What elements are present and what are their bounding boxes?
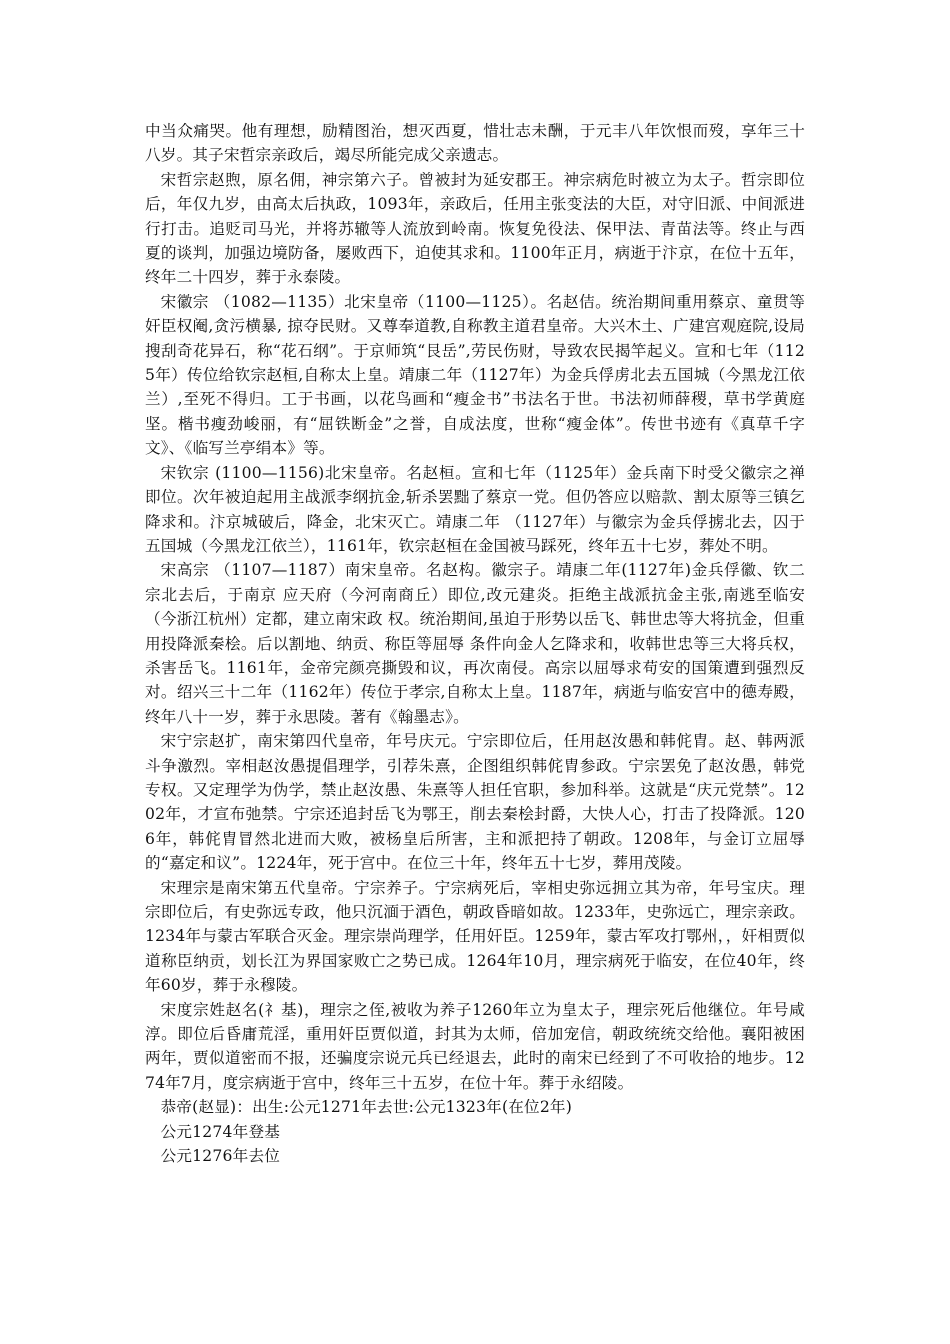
paragraph-zhezong: 宋哲宗赵煦，原名佣，神宗第六子。曾被封为延安郡王。神宗病危时被立为太子。哲宗即位后，年仅九岁，由高太后执政，1093年，亲政后，任用主张变法的大臣，对守旧派、中间派进行打击。追贬司马光，并将苏辙等人流放到岭南。恢复免役法、保甲法、青苗法等。终止与西夏的谈判，加强边境防备，屡败西下，迫使其求和。1100年正月，病逝于汴京，在位十五年，终年二十四岁，葬于永泰陵。 xyxy=(145,170,805,287)
paragraph-gongdi-accession: 公元1274年登基 xyxy=(160,1122,281,1141)
paragraph-duzong: 宋度宗姓赵名(礻基)，理宗之侄,被收为养子1260年立为皇太子，理宗死后他继位。年号咸淳。即位后昏庸荒淫，重用奸臣贾似道，封其为太师，倍加宠信，朝政统统交给他。襄阳被困两年，贾似道密而不报，还骗度宗说元兵已经退去，此时的南宋已经到了不可收拾的地步。1274年7月，度宗病逝于宫中，终年三十五岁，在位十年。葬于永绍陵。 xyxy=(145,1000,805,1092)
paragraph-gongdi: 恭帝(赵显)：出生:公元1271年去世:公元1323年(在位2年) xyxy=(160,1098,573,1117)
paragraph-lizong: 宋理宗是南宋第五代皇帝。宁宗养子。宁宗病死后，宰相史弥远拥立其为帝，年号宝庆。理宗即位后，有史弥远专政，他只沉湎于酒色，朝政昏暗如故。1233年，史弥远亡，理宗亲政。1234年与蒙古军联合灭金。理宗崇尚理学，任用奸臣。1259年，蒙古军攻打鄂州，，奸相贾似道称臣纳贡，划长江为界国家败亡之势已成。1264年10月，理宗病死于临安，在位40年，终年60岁，葬于永穆陵。 xyxy=(145,878,805,995)
paragraph-qinzong: 宋钦宗 (1100—1156)北宋皇帝。名赵桓。宣和七年（1125年）金兵南下时受父徽宗之禅即位。次年被迫起用主战派李纲抗金,斩杀罢黜了蔡京一党。但仍答应以赔款、割太原等三镇乞降求和。汴京城破后，降金，北宋灭亡。靖康二年 （1127年）与徽宗为金兵俘掳北去，囚于五国城（今黑龙江依兰），1161年，钦宗赵桓在金国被马踩死，终年五十七岁，葬处不明。 xyxy=(145,463,805,555)
paragraph-huizong: 宋徽宗 （1082—1135）北宋皇帝（1100—1125）。名赵佶。统治期间重用蔡京、童贯等奸臣权阉,贪污横暴, 掠夺民财。又尊奉道教,自称教主道君皇帝。大兴木土、广建宫观庭院,设局搜刮奇花异石，称“花石纲”。于京师筑“艮岳”,劳民伤财，导致农民揭竿起义。宣和七年（1125年）传位给钦宗赵桓,自称太上皇。靖康二年（1127年）为金兵俘虏北去五国城（今黑龙江依兰）,至死不得归。工于书画，以花鸟画和“瘦金书”书法名于世。书法初师薛稷，草书学黄庭坚。楷书瘦劲峻丽，有“屈铁断金”之誉，自成法度，世称“瘦金体”。传世书迹有《真草千字文》、《临写兰亭绢本》等。 xyxy=(145,292,805,458)
document-page xyxy=(145,119,805,1168)
paragraph-shenzong-ending: 中当众痛哭。他有理想，励精图治，想灭西夏，惜壮志未酬，于元丰八年饮恨而歿，享年三十八岁。其子宋哲宗亲政后，竭尽所能完成父亲遗志。 xyxy=(145,122,805,165)
paragraph-gaozong: 宋高宗 （1107—1187）南宋皇帝。名赵构。徽宗子。靖康二年(1127年)金兵俘徽、钦二宗北去后，于南京 应天府（今河南商丘）即位,改元建炎。拒绝主战派抗金主张,南逃至临安（今浙江杭州）定都，建立南宋政 权。统治期间,虽迫于形势以岳飞、韩世忠等大将抗金，但重用投降派秦桧。后以割地、纳贡、称臣等屈辱 条件向金人乞降求和，收韩世忠等三大将兵权，杀害岳飞。1161年，金帝完颜亮撕毁和议，再次南侵。高宗以屈辱求苟安的国策遭到强烈反对。绍兴三十二年（1162年）传位于孝宗,自称太上皇。1187年，病逝与临安宫中的德寿殿，终年八十一岁，葬于永思陵。著有《翰墨志》。 xyxy=(145,561,805,726)
paragraph-gongdi-abdication: 公元1276年去位 xyxy=(160,1147,281,1166)
paragraph-ningzong: 宋宁宗赵扩，南宋第四代皇帝，年号庆元。宁宗即位后，任用赵汝愚和韩侂胄。赵、韩两派斗争激烈。宰相赵汝愚提倡理学，引荐朱熹，企图组织韩侂胄参政。宁宗罢免了赵汝愚，韩党专权。又定理学为伪学，禁止赵汝愚、朱熹等人担任官职，参加科举。这就是“庆元党禁”。1202年，才宣布弛禁。宁宗还追封岳飞为鄂王，削去秦桧封爵，大快人心，打击了投降派。1206年，韩侂胄冒然北进而大败，被杨皇后所害，主和派把持了朝政。1208年，与金订立屈辱的“嘉定和议”。1224年，死于宫中。在位三十年，终年五十七岁，葬用茂陵。 xyxy=(145,732,805,873)
